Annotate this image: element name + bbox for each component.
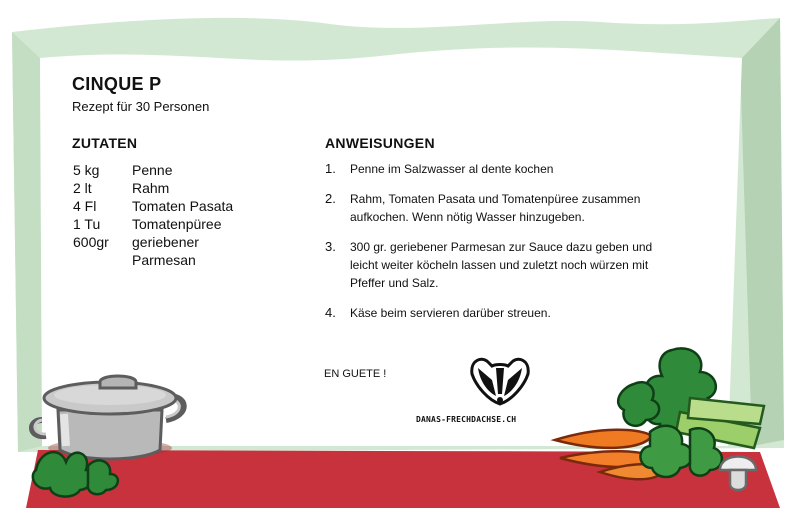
ingredient-quantity: 4 Fl <box>73 198 97 214</box>
ingredient-name: geriebener Parmesan <box>132 234 199 268</box>
closing-greeting: EN GUETE ! <box>324 368 387 380</box>
ingredient-name: Tomatenpüree <box>132 216 222 232</box>
step-number: 4. <box>325 305 336 320</box>
instructions-heading: ANWEISUNGEN <box>325 135 435 151</box>
step-number: 1. <box>325 161 336 176</box>
instructions-list <box>325 160 665 322</box>
ingredients-list <box>73 161 273 269</box>
instruction-step <box>325 160 665 178</box>
ingredient-item <box>73 161 273 179</box>
step-number: 3. <box>325 239 336 254</box>
ingredient-item <box>73 233 273 269</box>
instruction-step <box>325 238 665 292</box>
recipe-title: CINQUE P <box>72 74 162 94</box>
ingredient-name: Tomaten Pasata <box>132 198 234 214</box>
ingredient-quantity: 1 Tu <box>73 216 101 232</box>
step-text: Käse beim servieren darüber streuen. <box>350 306 551 320</box>
ingredient-item <box>73 215 273 233</box>
ingredient-quantity: 2 lt <box>73 180 92 196</box>
ingredient-item <box>73 179 273 197</box>
ingredient-item <box>73 197 273 215</box>
instruction-step <box>325 190 665 226</box>
instruction-step <box>325 304 665 322</box>
recipe-subtitle: Rezept für 30 Personen <box>72 99 210 114</box>
step-text: 300 gr. geriebener Parmesan zur Sauce dazu geben und leicht weiter köcheln lassen und zuletzt noch würzen mit Pfeffer und Salz. <box>350 240 653 290</box>
step-text: Penne im Salzwasser al dente kochen <box>350 162 554 176</box>
ingredient-name: Penne <box>132 162 173 178</box>
ingredient-quantity: 5 kg <box>73 162 100 178</box>
brand-website: DANAS-FRECHDACHSE.CH <box>416 415 517 424</box>
ingredient-quantity: 600gr <box>73 234 109 250</box>
ingredients-heading: ZUTATEN <box>72 135 138 151</box>
step-number: 2. <box>325 191 336 206</box>
step-text: Rahm, Tomaten Pasata und Tomatenpüree zusammen aufkochen. Wenn nötig Wasser hinzugeben. <box>350 192 641 224</box>
ingredient-name: Rahm <box>132 180 170 196</box>
